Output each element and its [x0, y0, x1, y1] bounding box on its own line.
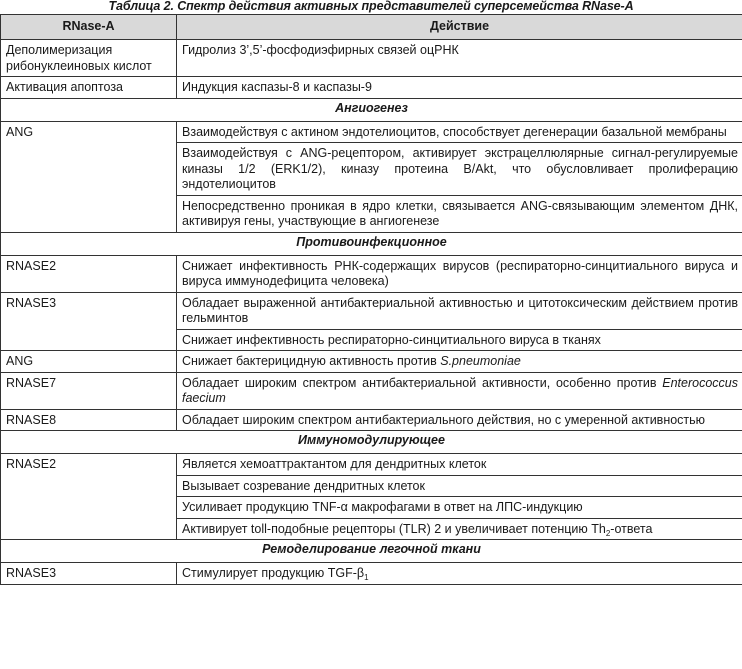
row-action: Вызывает созревание дендритных клеток	[177, 475, 742, 497]
header-action: Действие	[177, 15, 742, 40]
section-title-anti-infective: Противоинфекционное	[1, 232, 742, 255]
action-text-suffix: -ответа	[610, 521, 653, 536]
table-row	[1, 409, 742, 431]
row-action: Непосредственно проникая в ядро клетки, связывается ANG-связывающим элементом ДНК, активируя гены, участвующие в ангиогенезе	[177, 195, 742, 232]
row-action	[177, 563, 742, 585]
row-action	[177, 372, 742, 409]
action-text: Снижает бактерицидную активность против	[182, 354, 441, 368]
row-name: Деполимеризация рибонуклеиновых кислот	[1, 40, 177, 77]
row-action: Снижает инфективность РНК-содержащих вирусов (респираторно-синцитиального вируса и вируса иммунодефицита человека)	[177, 255, 742, 292]
table-row	[1, 372, 742, 409]
row-action: Является хемоаттрактантом для дендритных клеток	[177, 454, 742, 476]
table-row	[1, 563, 742, 585]
table-caption: Таблица 2. Спектр действия активных представителей суперсемейства RNase-A	[108, 0, 634, 13]
row-action: Взаимодействуя с актином эндотелиоцитов, способствует дегенерации базальной мембраны	[177, 121, 742, 143]
species-name: S.pneumoniae	[440, 354, 521, 368]
row-action	[177, 518, 742, 540]
species-name: Enterococcus faecium	[182, 375, 738, 405]
rnase-action-table	[0, 14, 742, 585]
row-name: RNASE2	[1, 255, 177, 292]
row-action: Взаимодействуя с ANG-рецептором, активирует экстрацеллюлярные сигнал-регулируемые киназы 1/2 (ERK1/2), киназу протеина B/Akt, что обусловливает пролиферацию эндотелиоцитов	[177, 143, 742, 196]
row-action: Усиливает продукцию TNF-α макрофагами в ответ на ЛПС-индукцию	[177, 497, 742, 519]
row-action	[177, 351, 742, 373]
table-row	[1, 121, 742, 143]
row-name: RNASE8	[1, 409, 177, 431]
row-name: Активация апоптоза	[1, 77, 177, 99]
table-row	[1, 292, 742, 329]
table-row	[1, 77, 742, 99]
header-rnase-a: RNase-A	[1, 15, 177, 40]
section-title-lung-remodeling: Ремоделирование легочной ткани	[1, 540, 742, 563]
row-action: Обладает широким спектром антибактериального действия, но с умеренной активностью	[177, 409, 742, 431]
row-action: Обладает выраженной антибактериальной активностью и цитотоксическим действием против гельминтов	[177, 292, 742, 329]
section-row	[1, 98, 742, 121]
row-name: ANG	[1, 351, 177, 373]
action-text: Активирует toll-подобные рецепторы (TLR) 2 и увеличивает потенцию Th	[182, 521, 606, 536]
action-text: Стимулирует продукцию TGF-β	[182, 566, 365, 580]
table-row	[1, 454, 742, 476]
section-title-immunomodulating: Иммуномодулирующее	[1, 431, 742, 454]
table-row	[1, 40, 742, 77]
table-row	[1, 255, 742, 292]
table-header-row	[1, 15, 742, 40]
row-name: RNASE7	[1, 372, 177, 409]
row-action: Снижает инфективность респираторно-синцитиального вируса в тканях	[177, 329, 742, 351]
section-title-angiogenesis: Ангиогенез	[1, 98, 742, 121]
row-name: RNASE3	[1, 563, 177, 585]
subscript: 1	[364, 573, 369, 582]
row-action: Гидролиз 3’,5’-фосфодиэфирных связей оцРНК	[177, 40, 742, 77]
row-action: Индукция каспазы-8 и каспазы-9	[177, 77, 742, 99]
row-name: RNASE3	[1, 292, 177, 351]
table-row	[1, 351, 742, 373]
section-row	[1, 540, 742, 563]
row-name: ANG	[1, 121, 177, 232]
action-text: Обладает широким спектром антибактериальной активности, особенно против	[182, 375, 663, 390]
section-row	[1, 431, 742, 454]
section-row	[1, 232, 742, 255]
subscript: 2	[605, 528, 611, 538]
row-name: RNASE2	[1, 454, 177, 540]
